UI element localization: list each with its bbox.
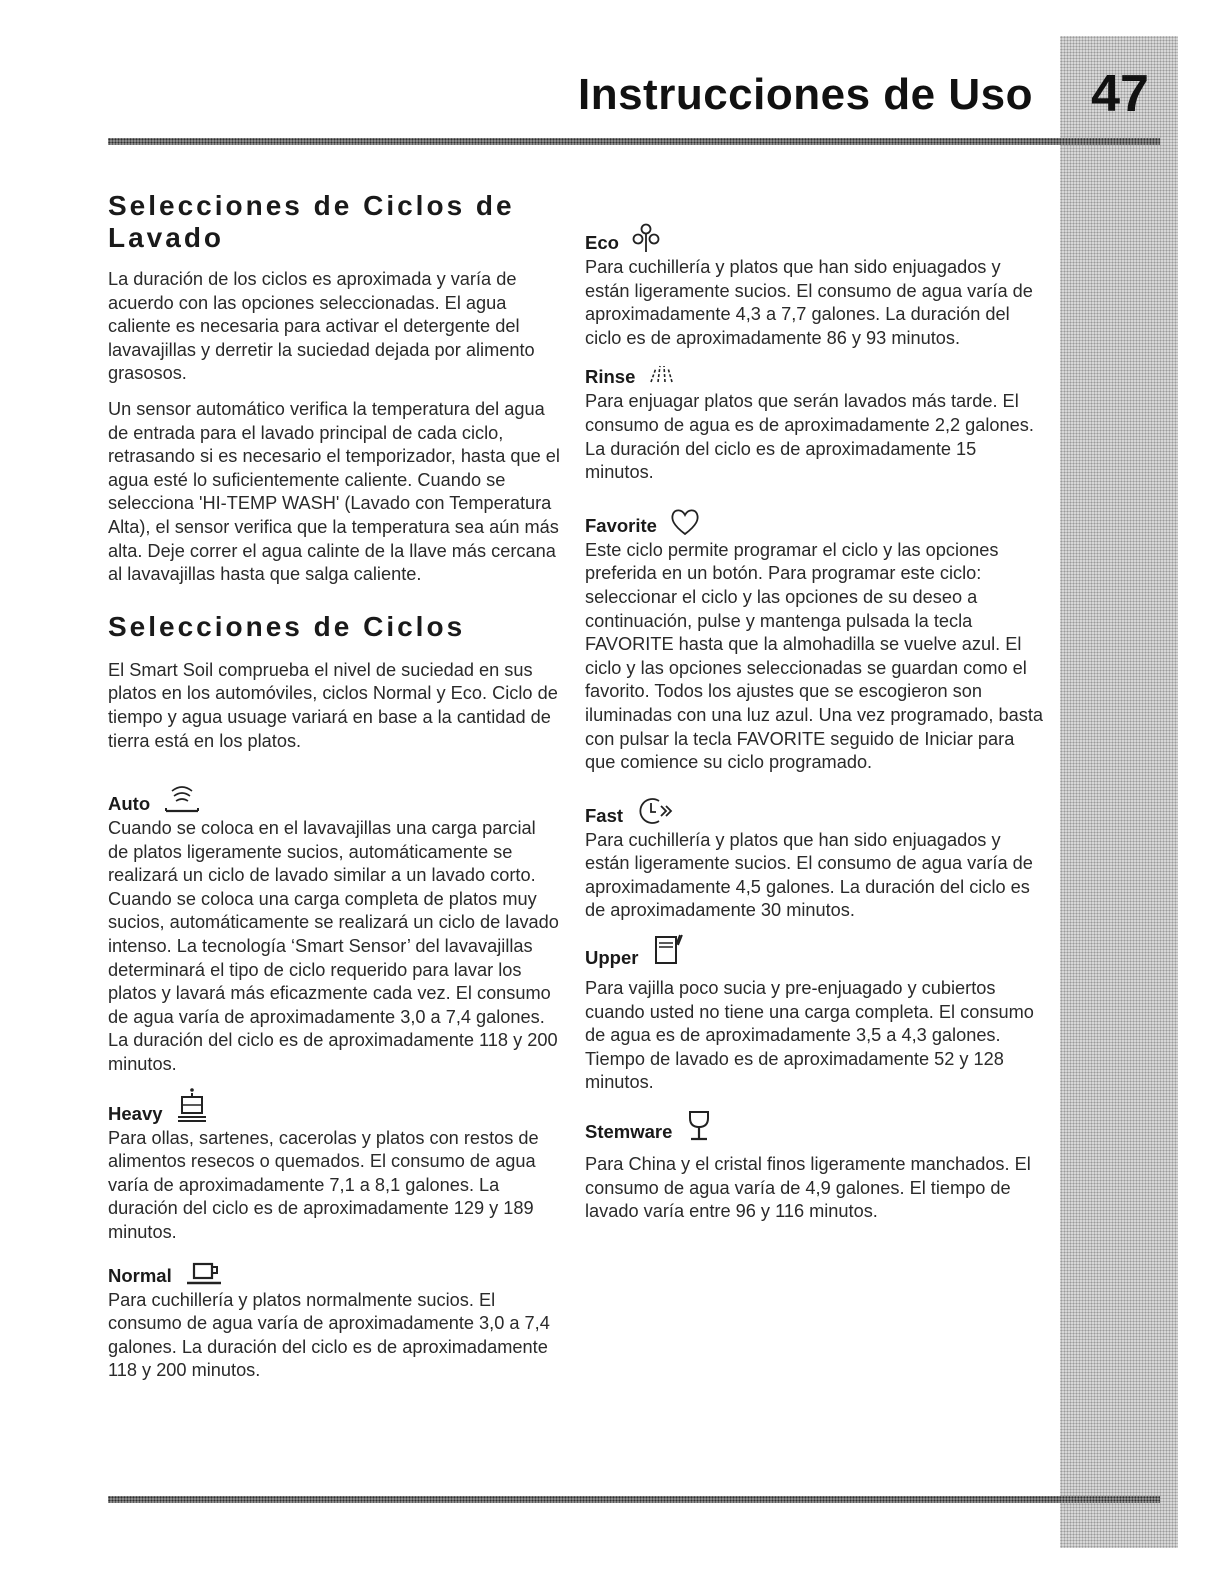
fast-clock-icon (635, 795, 675, 827)
favorite-heart-icon (669, 507, 701, 537)
cycle-description: Para China y el cristal finos ligeramente manchados. El consumo de agua varía de 4,9 galones. El tiempo de lavado varía entre 96 y 116 minutos. (585, 1154, 1031, 1222)
auto-cycle-icon (162, 781, 202, 815)
cycle-title: Fast (585, 804, 624, 826)
cycle-title: Heavy (108, 1102, 163, 1124)
cycle-title: Upper (585, 947, 639, 969)
cycle-description: Para cuchillería y platos normalmente sucios. El consumo de agua varía de aproximadamente 3,0 a 7,4 galones. La duración del ciclo es de aproximadamente 118 y 200 minutos. (108, 1289, 550, 1381)
cycle-title: Eco (585, 232, 619, 253)
side-tab-strip (1060, 36, 1178, 1548)
cycle-heavy (108, 1087, 560, 1125)
upper-rack-icon (650, 933, 688, 969)
cycle-upper (585, 933, 1045, 969)
page-title: Instrucciones de Uso (577, 70, 1033, 119)
footer-rule (108, 1496, 1160, 1503)
cycle-favorite (585, 507, 1045, 537)
cycle-normal (108, 1261, 560, 1287)
cycle-title: Favorite (585, 514, 657, 536)
cycle-title: Rinse (585, 366, 636, 388)
page-number: 47 (1091, 65, 1149, 123)
header-rule (108, 138, 1160, 145)
cycle-title: Auto (108, 793, 151, 815)
normal-cup-icon (184, 1261, 224, 1287)
left-column (108, 190, 560, 1383)
cycle-description: Para cuchillería y platos que han sido enjuagados y están ligeramente sucios. El consumo de agua varía de aproximadamente 4,5 galones. La duración del ciclo es de aproximadamente 30 minutos. (585, 829, 1033, 921)
section-heading-wash-cycles: Selecciones de Ciclos de Lavado (108, 190, 515, 253)
paragraph: Un sensor automático verifica la temperatura del agua de entrada para el lavado principal de cada ciclo, retrasando si es necesario el temporizador, hasta que el agua esté lo suficientemente caliente. Cuando se selecciona 'HI-TEMP WASH' (Lavado con Temperatura Alta), el sensor verifica que la temperatura sea aún más alta. Deje correr el agua calinte de la llave más cercana al lavavajillas hasta que salga caliente. (108, 398, 560, 585)
cycle-title: Normal (108, 1264, 172, 1286)
eco-leaf-icon (631, 222, 661, 254)
cycle-description: Para vajilla poco sucia y pre-enjuagado y cubiertos cuando usted no tiene una carga completa. El consumo de agua es de aproximadamente 3,5 a 4,3 galones. Tiempo de lavado es de aproximadamente 52 y 128 minutos. (585, 978, 1034, 1093)
paragraph: El Smart Soil comprueba el nivel de suciedad en sus platos en los automóviles, ciclos Normal y Eco. Ciclo de tiempo y agua usuage variará en base a la cantidad de tierra está en los platos. (108, 659, 558, 751)
cycle-description: Para enjuagar platos que serán lavados más tarde. El consumo de agua es de aproximadamente 2,2 galones. La duración del ciclo es de aproximadamente 15 minutos. (585, 391, 1034, 483)
paragraph: La duración de los ciclos es aproximada y varía de acuerdo con las opciones seleccionadas. El agua caliente es necesaria para activar el detergente del lavavajillas y derretir la suciedad dejada por alimento grasosos. (108, 269, 535, 384)
stemware-glass-icon (684, 1109, 714, 1143)
heavy-pot-icon (175, 1087, 209, 1125)
cycle-stemware (585, 1109, 1045, 1143)
cycle-description: Este ciclo permite programar el ciclo y las opciones preferida en un botón. Para programar este ciclo: seleccionar el ciclo y las opciones de su deseo a continuación, pulse y mantenga pulsada la tecla FAVORITE hasta que la almohadilla se vuelve azul. El ciclo y las opciones seleccionadas se guardan como el favorito. Todos los ajustes que se escogieron son iluminadas con una luz azul. Una vez programado, basta con pulsar la tecla FAVORITE seguido de Iniciar para que comience su ciclo programado. (585, 539, 1043, 773)
cycle-rinse (585, 360, 1045, 388)
cycle-title: Stemware (585, 1121, 673, 1143)
cycle-description: Para ollas, sartenes, cacerolas y platos con restos de alimentos resecos o quemados. El consumo de agua varía de aproximadamente 7,1 a 8,1 galones. La duración del ciclo es de aproximadamente 129 y 189 minutos. (108, 1127, 539, 1242)
cycle-auto (108, 781, 560, 815)
rinse-spray-icon (647, 360, 679, 388)
cycle-fast (585, 795, 1045, 827)
section-heading-cycles: Selecciones de Ciclos (108, 610, 466, 642)
cycle-eco (585, 222, 1045, 254)
right-column (585, 222, 1045, 1224)
cycle-description: Cuando se coloca en el lavavajillas una carga parcial de platos ligeramente sucios, automáticamente se realizará un ciclo de lavado similar a un lavado corto. Cuando se coloca una carga completa de platos muy sucios, automáticamente se realizará un ciclo de lavado intenso. La tecnología ‘Smart Sensor’ del lavavajillas determinará el tipo de ciclo requerido para lavar los platos y lavará más eficazmente cada vez. El consumo de agua varía de aproximadamente 3,0 a 7,4 galones. La duración del ciclo es de aproximadamente 118 y 200 minutos. (108, 818, 559, 1075)
cycle-description: Para cuchillería y platos que han sido enjuagados y están ligeramente sucios. El consumo de agua varía de aproximadamente 4,3 a 7,7 galones. La duración del ciclo es de aproximadamente 86 y 93 minutos. (585, 257, 1033, 348)
